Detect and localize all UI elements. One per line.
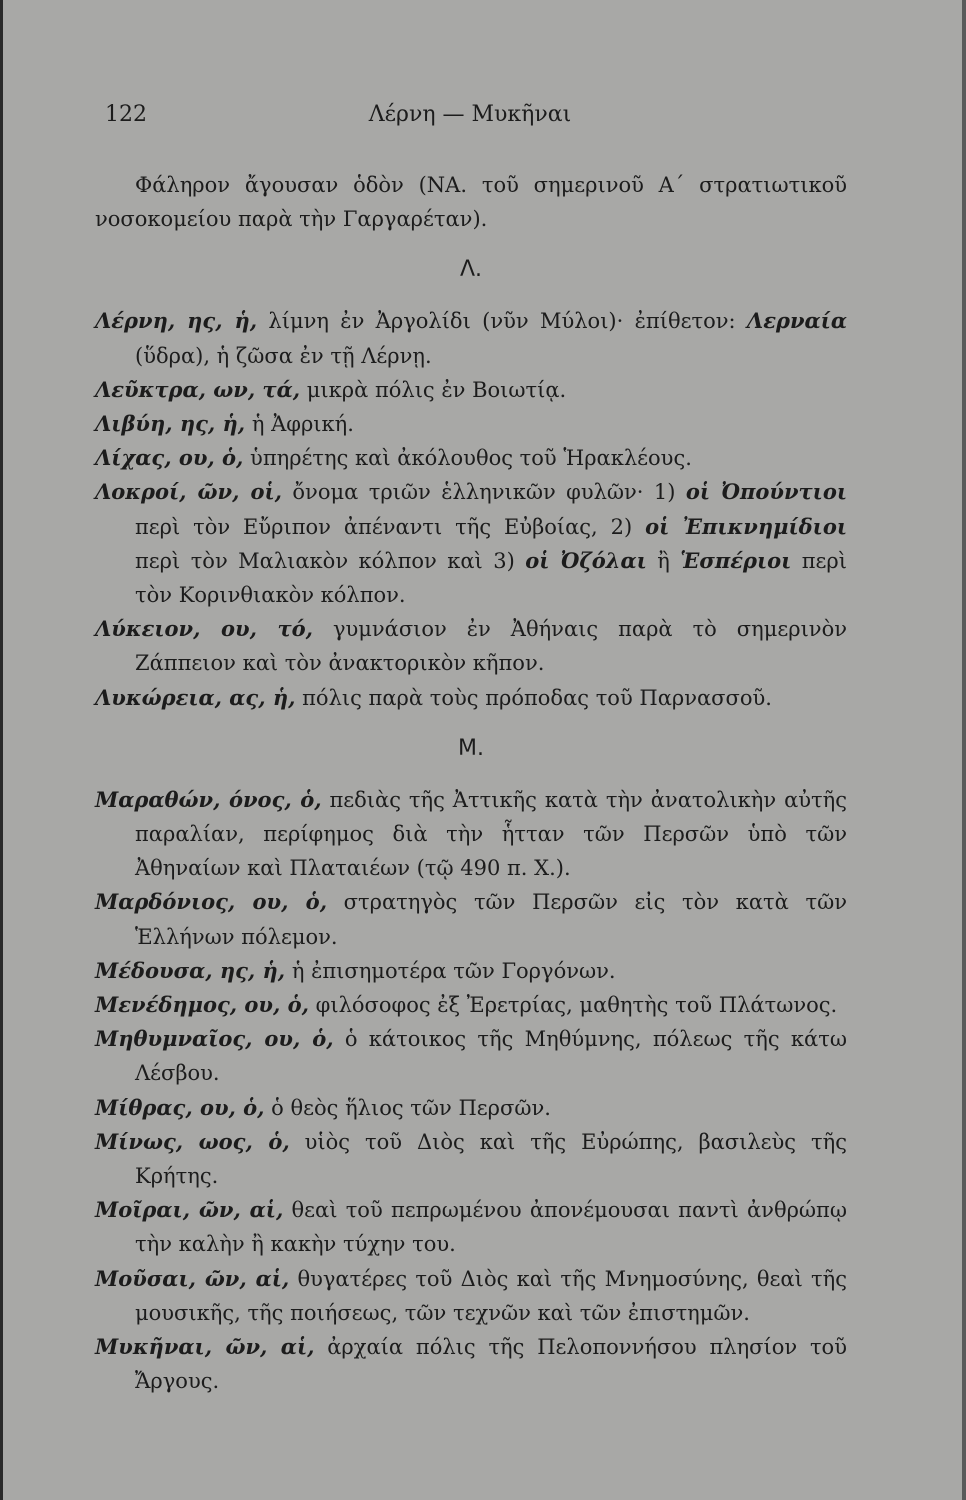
lemma: Λύκειον, ου, τό, [95,616,313,642]
entry [95,885,847,953]
lemma: Μοῦσαι, ῶν, αἱ, [95,1265,290,1291]
definition: θεαὶ τοῦ πεπρωμένου ἀπονέμουσαι παντὶ ἀνθρώπῳ τὴν καλὴν ἢ κακὴν τύχην του. [135,1198,847,1257]
entry [95,475,847,612]
lemma: Μοῖραι, ῶν, αἱ, [95,1197,284,1223]
definition: μικρὰ πόλις ἐν Βοιωτίᾳ. [306,377,567,402]
page-edge-right [962,0,966,1500]
lemma: Λυκώρεια, ας, ἡ, [95,684,296,710]
definition: γυμνάσιον ἐν Ἀθήναις παρὰ τὸ σημερινὸν Ζάππειον καὶ τὸν ἀνακτορικὸν κῆπον. [135,617,847,676]
definition: πόλις παρὰ τοὺς πρόποδας τοῦ Παρνασσοῦ. [302,685,772,710]
entry [95,407,847,441]
definition: περὶ τὸν Κορινθιακὸν κόλπον. [135,548,847,608]
lemma: Λέρνη, ης, ἡ, [95,308,258,334]
entry [95,988,847,1022]
definition: φιλόσοφος ἐξ Ἐρετρίας, μαθητὴς τοῦ Πλάτωνος. [315,993,838,1018]
definition: ἡ Ἀφρική. [251,412,354,437]
definition: πεδιὰς τῆς Ἀττικῆς κατὰ τὴν ἀνατολικὴν αὐτῆς παραλίαν, περίφημος διὰ τὴν ἧτταν τῶν Περσῶν ὑπὸ τῶν Ἀθηναίων καὶ Πλαταιέων (τῷ 490 π. Χ.). [135,787,847,881]
page-header [95,102,845,142]
lemma: Μίνως, ωος, ὁ, [95,1128,290,1154]
lemma: Μέδουσα, ης, ἡ, [95,957,286,983]
definition: ὑπηρέτης καὶ ἀκόλουθος τοῦ Ἡρακλέους. [250,446,692,471]
lemma: οἱ Ὀζόλαι [525,547,647,573]
lemma: Λερναία [746,308,847,334]
definition: (ὕδρα), ἡ ζῶσα ἐν τῇ Λέρνῃ. [135,343,432,368]
definition: ὄνομα τριῶν ἑλληνικῶν φυλῶν· 1) [292,480,686,505]
lemma: Μίθρας, ου, ὁ, [95,1094,265,1120]
lemma: Λίχας, ου, ὁ, [95,445,244,471]
lemma: Μαραθών, όνος, ὁ, [95,786,322,812]
entry [95,441,847,475]
entry [95,681,847,715]
definition: περὶ τὸν Μαλιακὸν κόλπον καὶ 3) [135,548,526,573]
entry [95,1330,847,1398]
definition: ὁ κάτοικος τῆς Μηθύμνης, πόλεως τῆς κάτω Λέσβου. [135,1027,847,1086]
lemma: Μηθυμναῖος, ου, ὁ, [95,1026,334,1052]
lemma: οἱ Ὀπούντιοι [685,479,848,505]
definition: ἢ [646,548,681,573]
entry [95,954,847,988]
lemma: Μενέδημος, ου, ὁ, [95,992,309,1018]
definition: ὁ θεὸς ἥλιος τῶν Περσῶν. [271,1095,551,1120]
definition: λίμνη ἐν Ἀργολίδι (νῦν Μύλοι)· ἐπίθετον: [268,309,747,334]
entry [95,612,847,680]
definition: ἀρχαία πόλις τῆς Πελοποννήσου πλησίον τοῦ Ἄργους. [135,1335,847,1394]
entry [95,1193,847,1261]
entry [95,304,847,372]
entry [95,783,847,886]
lemma: Μαρδόνιος, ου, ὁ, [95,889,327,915]
section-heading-lambda: Λ. [459,257,483,283]
entry [95,1091,847,1125]
definition: υἱὸς τοῦ Διὸς καὶ τῆς Εὐρώπης, βασιλεὺς τῆς Κρήτης. [135,1129,847,1189]
running-title: Λέρνη — Μυκῆναι [368,102,572,127]
lemma: οἱ Ἐπικνημίδιοι [645,513,847,539]
lemma: Μυκῆναι, ῶν, αἱ, [95,1334,315,1360]
lemma: Λοκροί, ῶν, οἱ, [95,479,282,505]
lemma: Ἑσπέριοι [680,547,792,573]
definition: στρατηγὸς τῶν Περσῶν εἰς τὸν κατὰ τῶν Ἑλλήνων πόλεμον. [135,890,847,949]
entry [95,1022,847,1090]
page-number: 122 [105,102,147,127]
definition: περὶ τὸν Εὔριπον ἀπέναντι τῆς Εὐβοίας, 2) [135,514,646,539]
lemma: Λεῦκτρα, ων, τά, [95,376,301,402]
entry [95,373,847,407]
continuation-paragraph: Φάληρον ἄγουσαν ὁδὸν (ΝΑ. τοῦ σημερινοῦ Α΄ στρατιωτικοῦ νοσοκομείου παρὰ τὴν Γαργαρέταν). [95,173,847,232]
page-edge-left [0,0,3,1500]
page-body [95,168,847,1399]
lemma: Λιβύη, ης, ἡ, [95,411,246,437]
section-heading-mu: Μ. [458,735,484,761]
entry [95,1125,847,1193]
definition: ἡ ἐπισημοτέρα τῶν Γοργόνων. [291,958,616,983]
entry [95,1262,847,1330]
definition: θυγατέρες τοῦ Διὸς καὶ τῆς Μνημοσύνης, θεαὶ τῆς μουσικῆς, τῆς ποιήσεως, τῶν τεχνῶν καὶ τῶν ἐπιστημῶν. [135,1266,847,1325]
